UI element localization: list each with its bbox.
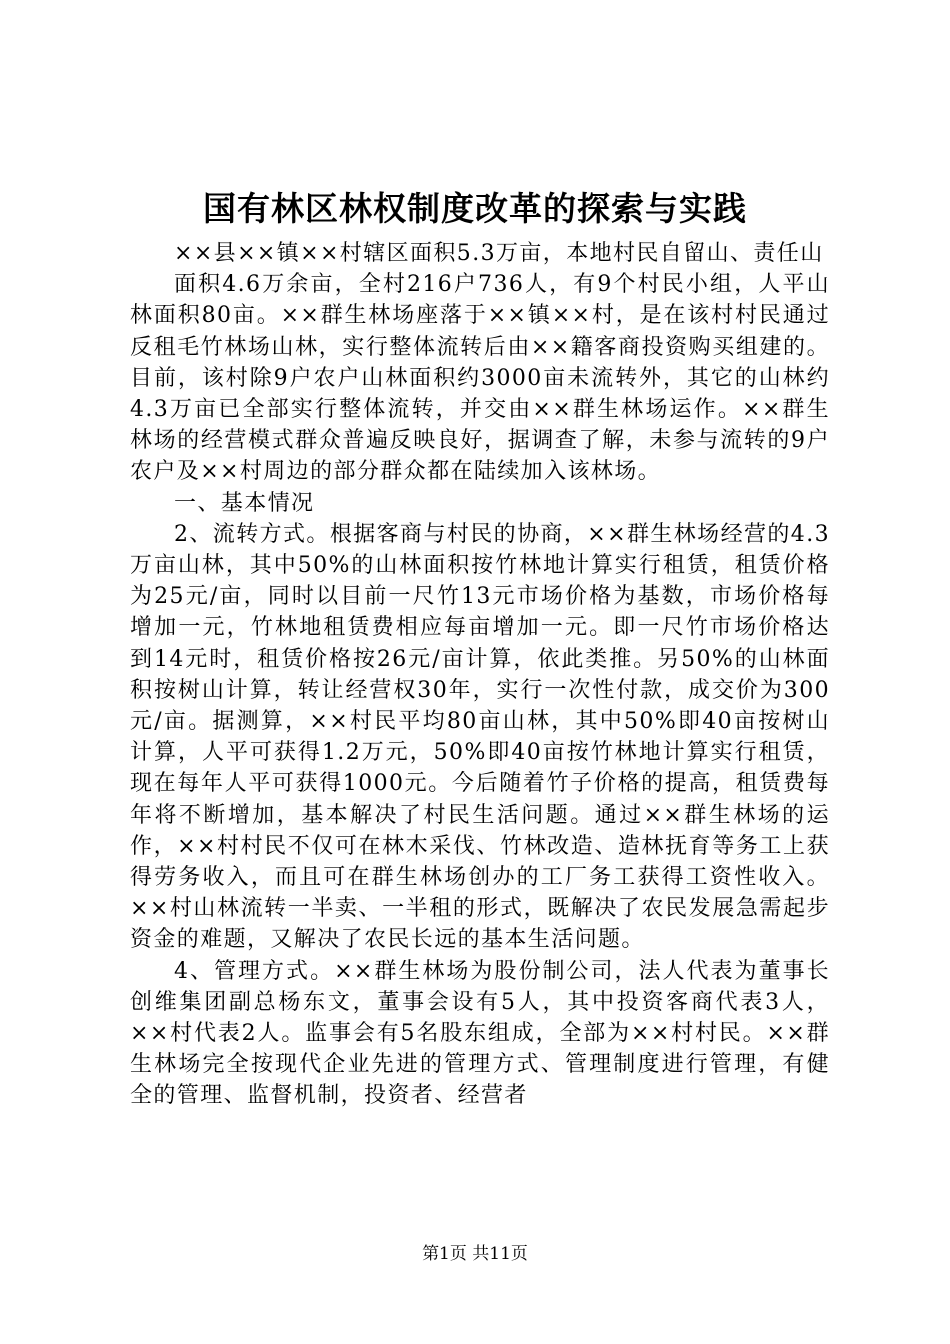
section-heading-basic: 一、基本情况 — [174, 490, 315, 516]
paragraph-overview: 面积4.6万余亩，全村216户736人，有9个村民小组，人平山林面积80亩。××群生林场座落于××镇××村，是在该村村民通过反租毛竹林场山林，实行整体流转后由××籍客商投资购买组建的。目前，该村除9户农户山林面积约3000亩未流转外，其它的山林约4.3万亩已全部实行整体流转，并交由××群生林场运作。××群生林场的经营模式群众普遍反映良好，据调查了解，未参与流转的9户农户及××村周边的部分群众都在陆续加入该林场。 — [130, 272, 830, 485]
paragraph-transfer-method: 2、流转方式。根据客商与村民的协商，××群生林场经营的4.3万亩山林，其中50%的山林面积按竹林地计算实行租赁，租赁价格为25元/亩，同时以目前一尺竹13元市场价格为基数，市场价格每增加一元，竹林地租赁费相应每亩增加一元。即一尺竹市场价格达到14元时，租赁价格按26元/亩计算，依此类推。另50%的山林面积按树山计算，转让经营权30年，实行一次性付款，成交价为300元/亩。据测算，××村民平均80亩山林，其中50%即40亩按树山计算，人平可获得1.2万元，50%即40亩按竹林地计算实行租赁，现在每年人平可获得1000元。今后随着竹子价格的提高，租赁费每年将不断增加，基本解决了村民生活问题。通过××群生林场的运作，××村村民不仅可在林木采伐、竹林改造、造林抚育等务工上获得劳务收入，而且可在群生林场创办的工厂务工获得工资性收入。××村山林流转一半卖、一半租的形式，既解决了农民发展急需起步资金的难题，又解决了农民长远的基本生活问题。 — [130, 521, 830, 953]
paragraph-management-method: 4、管理方式。××群生林场为股份制公司，法人代表为董事长创维集团副总杨东文，董事会设有5人，其中投资客商代表3人，××村代表2人。监事会有5名股东组成，全部为××村村民。××群生林场完全按现代企业先进的管理方式、管理制度进行管理，有健全的管理、监督机制，投资者、经营者 — [130, 958, 830, 1109]
document-title: 国有林区林权制度改革的探索与实践 — [203, 189, 747, 228]
page-footer: 第1页 共11页 — [422, 1244, 528, 1264]
paragraph-intro: ××县××镇××村辖区面积5.3万亩，本地村民自留山、责任山 — [174, 241, 824, 266]
document-body — [130, 238, 830, 1112]
